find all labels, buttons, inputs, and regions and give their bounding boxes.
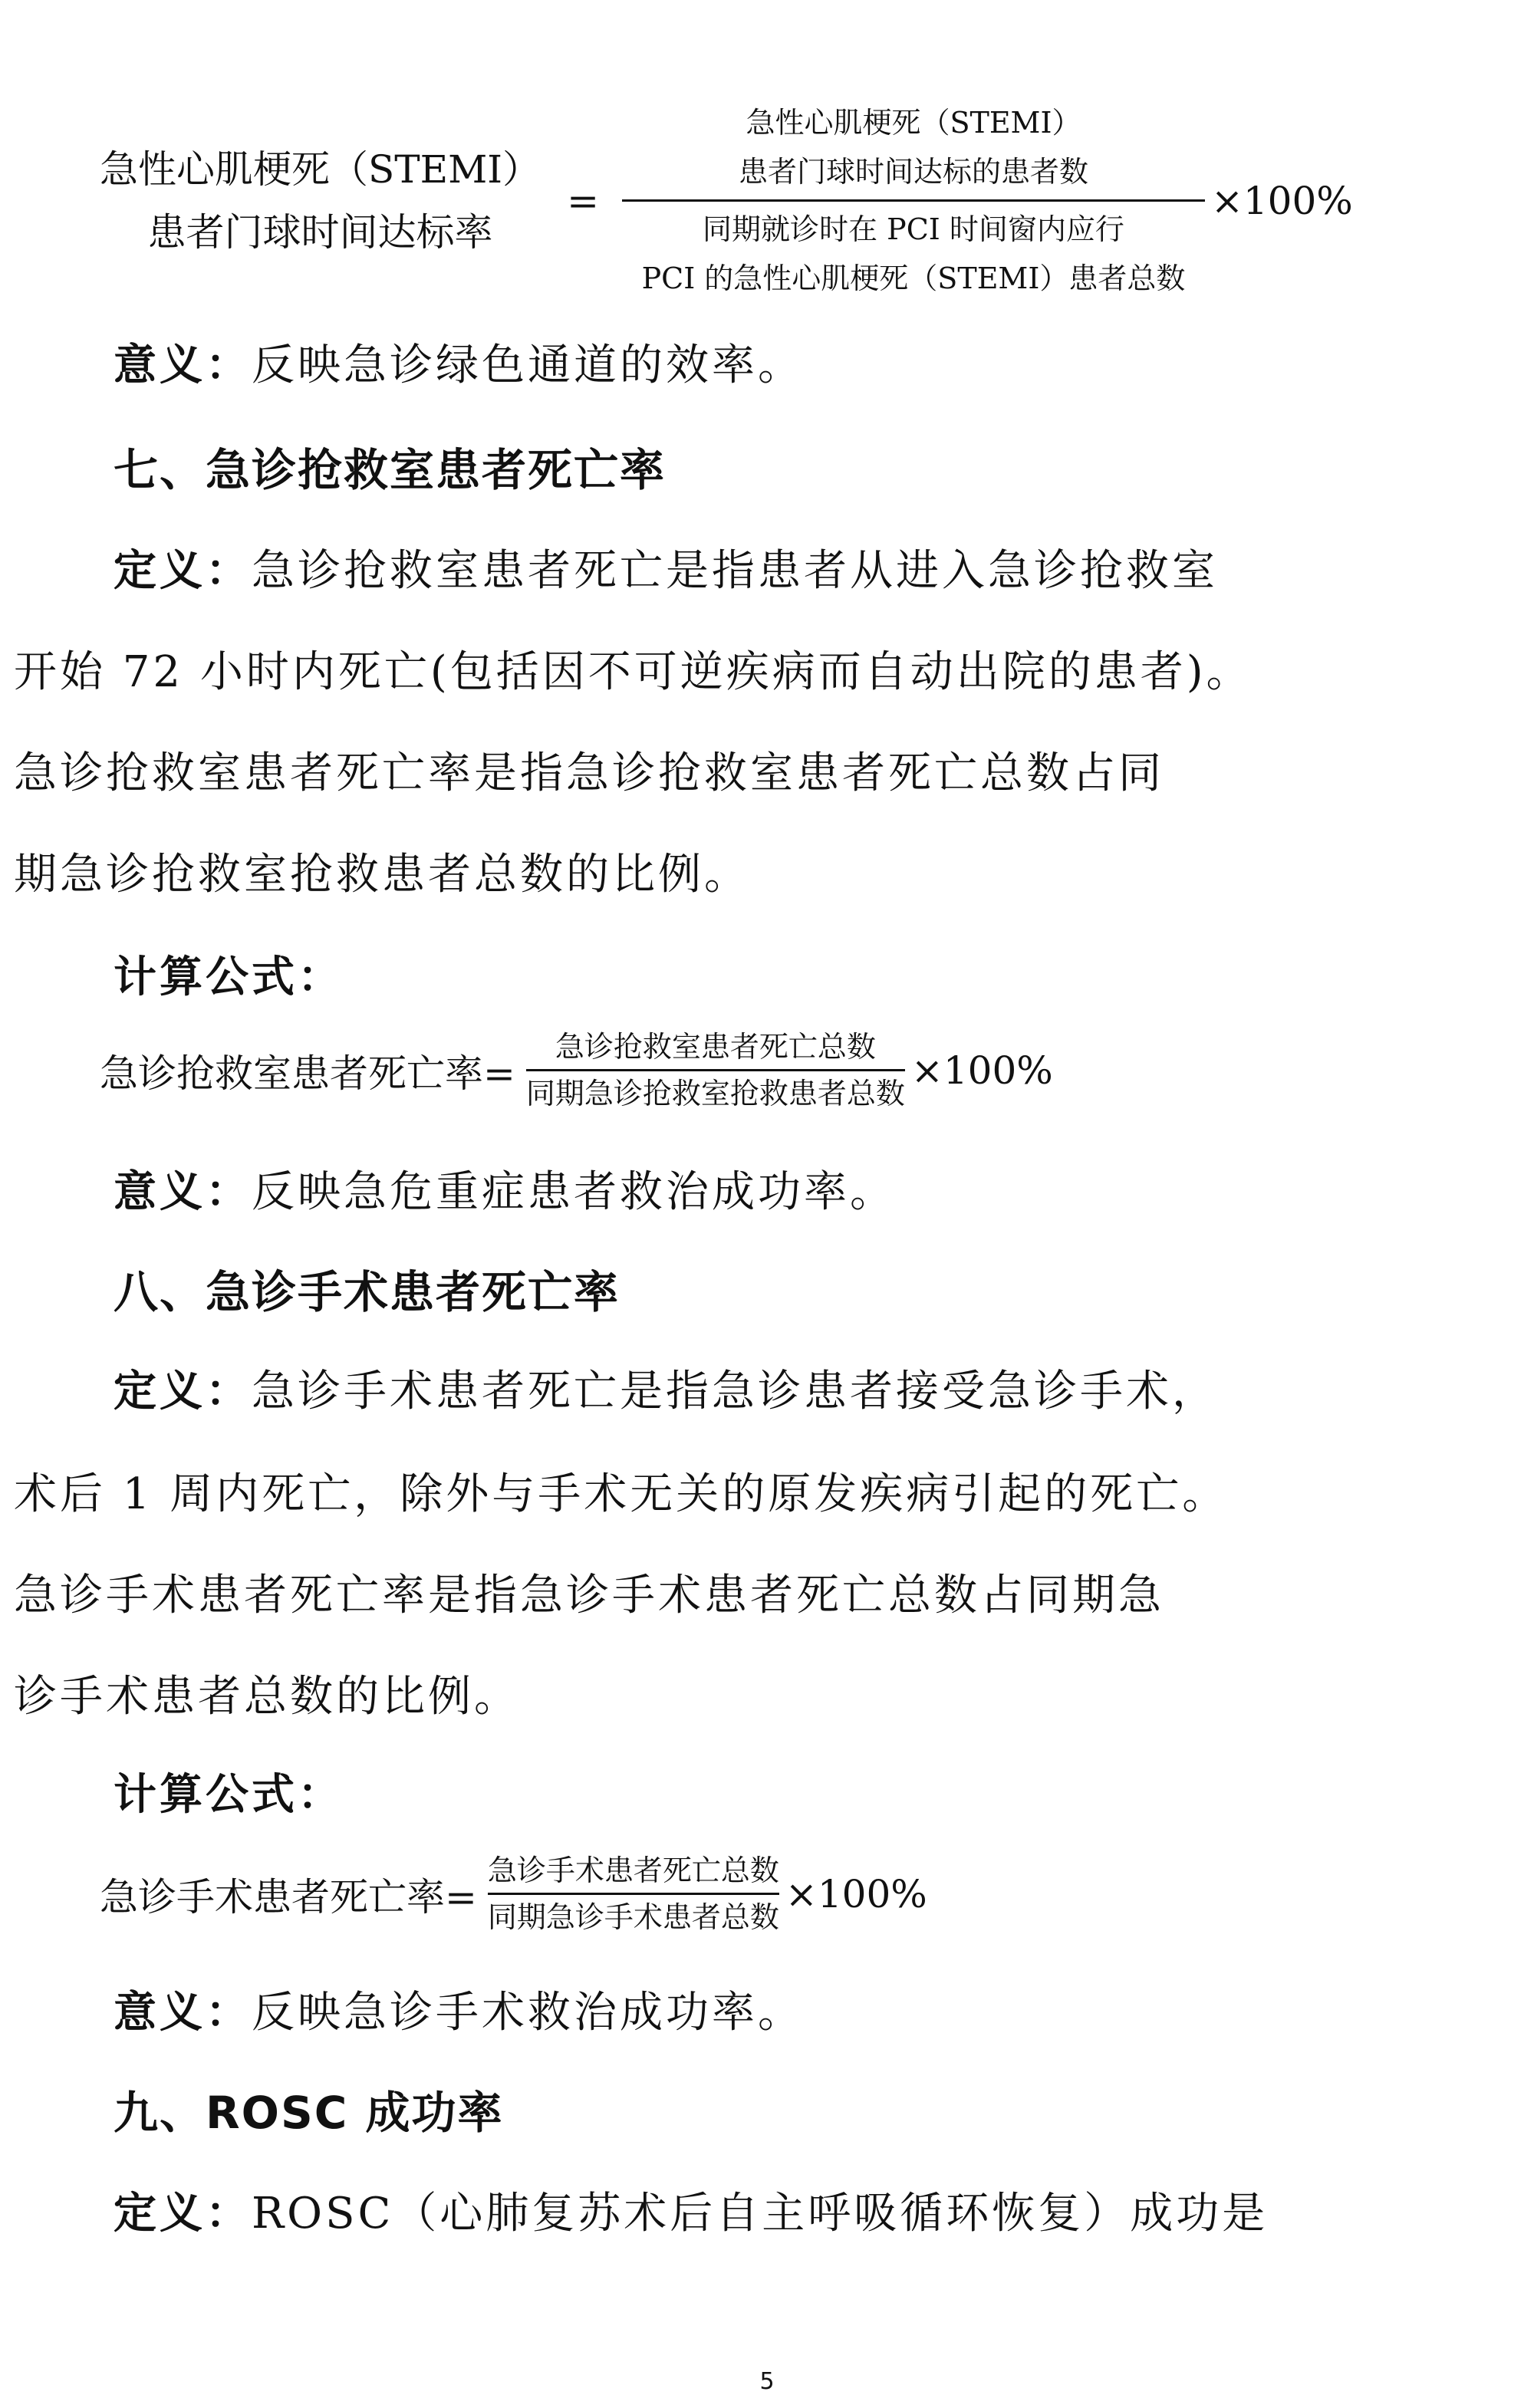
definition-text: 急诊抢救室患者死亡是指患者从进入急诊抢救室: [252, 546, 1218, 596]
sec7-fraction: [526, 1028, 905, 1113]
sec7-numerator: 急诊抢救室患者死亡总数: [555, 1030, 876, 1064]
stemi-numerator: [622, 98, 1205, 196]
sec8-denominator: 同期急诊手术患者总数: [487, 1900, 779, 1934]
stemi-lhs-line1: 急性心肌梗死（STEMI）: [100, 146, 542, 192]
stemi-lhs-line2: 患者门球时间达标率: [147, 209, 493, 255]
definition-text: ROSC（心肺复苏术后自主呼吸循环恢复）成功是: [252, 2189, 1269, 2239]
sec7-formula-lhs: 急诊抢救室患者死亡率=: [100, 1051, 515, 1096]
stemi-num-line1: 急性心肌梗死（STEMI）: [746, 106, 1081, 140]
sec7-def-line1: [114, 537, 1218, 598]
definition-label: 定义：: [114, 2189, 252, 2239]
sec8-meaning: [114, 1979, 804, 2040]
sec8-def-line1: [114, 1357, 1218, 1419]
definition-text: 急诊手术患者死亡是指急诊患者接受急诊手术，: [252, 1367, 1218, 1416]
meaning-label: 意义：: [114, 340, 252, 390]
stemi-num-line2: 患者门球时间达标的患者数: [738, 155, 1088, 189]
stemi-formula: [100, 98, 1353, 303]
stemi-equals: =: [567, 178, 599, 223]
sec8-numerator: 急诊手术患者死亡总数: [487, 1854, 779, 1887]
sec7-def-line3: 急诊抢救室患者死亡率是指急诊抢救室患者死亡总数占同: [14, 748, 1164, 798]
sec6-meaning: [114, 331, 804, 393]
sec8-def-line3: 急诊手术患者死亡率是指急诊手术患者死亡总数占同期急: [14, 1571, 1164, 1620]
sec7-meaning: [114, 1158, 896, 1219]
sec8-calc-label: 计算公式：: [114, 1770, 344, 1820]
sec7-def-line4: 期急诊抢救室抢救患者总数的比例。: [14, 850, 750, 900]
sec7-heading: 七、急诊抢救室患者死亡率: [114, 444, 667, 496]
sec8-formula-lhs: 急诊手术患者死亡率=: [100, 1874, 477, 1919]
fraction-bar: [622, 199, 1205, 202]
sec8-formula: [100, 1851, 927, 1936]
sec7-calc-label: 计算公式：: [114, 952, 344, 1002]
meaning-text: 反映急危重症患者救治成功率。: [252, 1167, 896, 1217]
meaning-label: 意义：: [114, 1167, 252, 1217]
stemi-formula-lhs: [100, 138, 541, 264]
sec7-multiplier: ×100%: [910, 1048, 1053, 1093]
sec8-fraction: [488, 1851, 779, 1936]
sec7-def-line2: 开始 72 小时内死亡(包括因不可逆疾病而自动出院的患者)。: [14, 647, 1253, 697]
meaning-text: 反映急诊手术救治成功率。: [252, 1988, 804, 2038]
meaning-text: 反映急诊绿色通道的效率。: [252, 340, 804, 390]
meaning-label: 意义：: [114, 1988, 252, 2038]
fraction-bar: [526, 1069, 905, 1071]
stemi-denominator: [622, 205, 1205, 303]
sec8-def-line4: 诊手术患者总数的比例。: [14, 1672, 520, 1722]
definition-label: 定义：: [114, 546, 252, 596]
sec8-multiplier: ×100%: [785, 1871, 927, 1916]
sec7-denominator: 同期急诊抢救室抢救患者总数: [525, 1077, 905, 1110]
page-number: 5: [759, 2368, 775, 2395]
stemi-den-line2: PCI 的急性心肌梗死（STEMI）患者总数: [641, 262, 1186, 295]
stemi-den-line1: 同期就诊时在 PCI 时间窗内应行: [703, 212, 1124, 246]
definition-label: 定义：: [114, 1367, 252, 1416]
stemi-fraction: [622, 98, 1205, 303]
sec8-def-line2: 术后 1 周内死亡，除外与手术无关的原发疾病引起的死亡。: [14, 1469, 1229, 1519]
sec7-formula: [100, 1028, 1053, 1113]
sec8-heading: 八、急诊手术患者死亡率: [114, 1266, 621, 1318]
fraction-bar: [488, 1893, 779, 1895]
sec9-def-line1: [114, 2179, 1268, 2241]
sec9-heading: 九、ROSC 成功率: [114, 2087, 504, 2139]
stemi-multiplier: ×100%: [1210, 178, 1353, 223]
